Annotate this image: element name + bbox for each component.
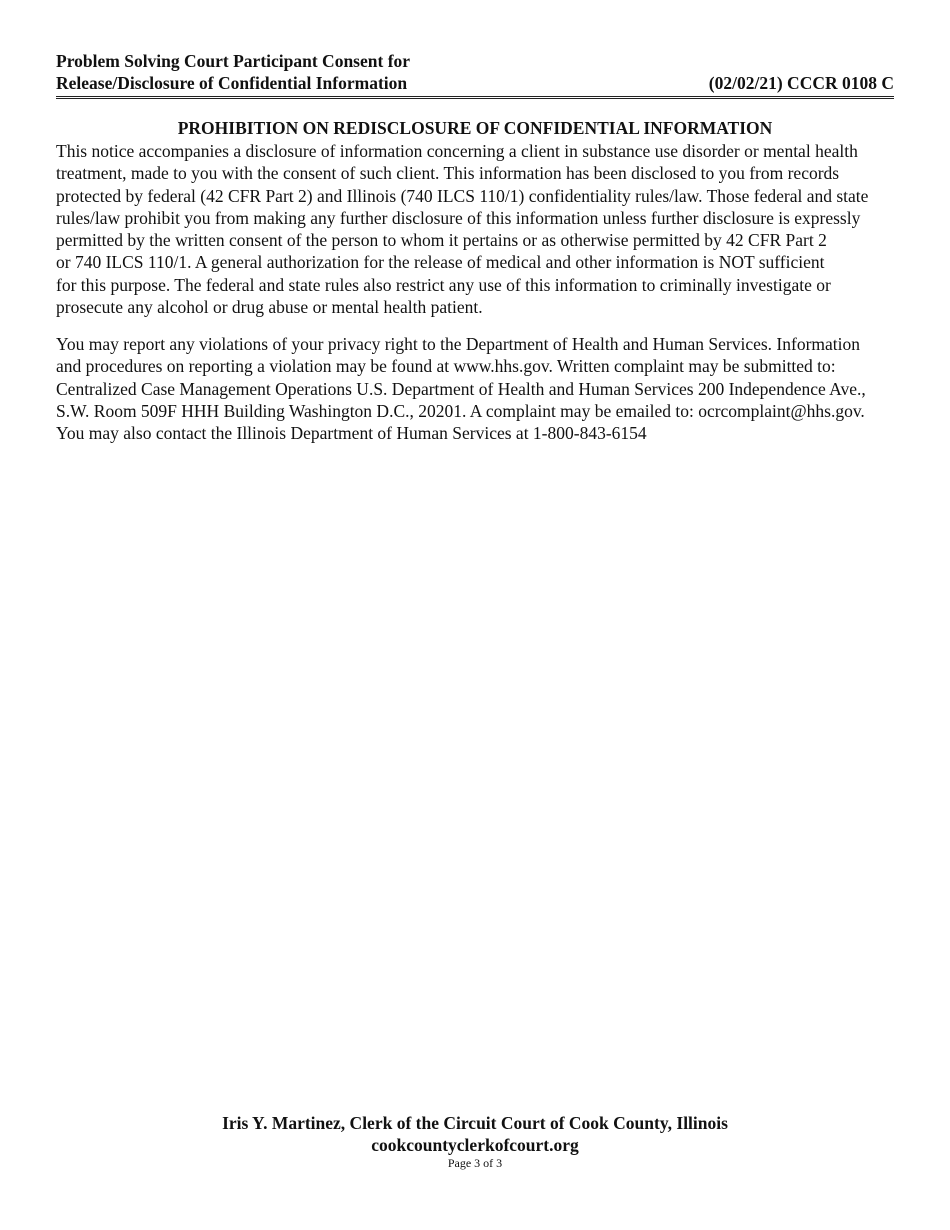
form-title-line-1: Problem Solving Court Participant Consent for [56,51,411,71]
clerk-website: cookcountyclerkofcourt.org [371,1135,579,1155]
paragraph-line: S.W. Room 509F HHH Building Washington D.C., 20201. A complaint may be emailed to: ocrcomplaint@hhs.gov. [56,400,865,421]
clerk-name: Iris Y. Martinez, Clerk of the Circuit Court of Cook County, Illinois [222,1113,728,1133]
document-page [56,0,894,1230]
paragraph-line: or 740 ILCS 110/1. A general authorization for the release of medical and other information is NOT sufficient [56,252,825,273]
notice-title: PROHIBITION ON REDISCLOSURE OF CONFIDENTIAL INFORMATION [177,118,773,138]
paragraph-line: protected by federal (42 CFR Part 2) and Illinois (740 ILCS 110/1) confidentiality rules/law. Those federal and state [56,185,869,206]
form-title-line-2: Release/Disclosure of Confidential Information [56,73,408,93]
form-code: (02/02/21) CCCR 0108 C [708,73,894,93]
paragraph-line: rules/law prohibit you from making any further disclosure of this information unless further disclosure is expressly [56,207,861,228]
paragraph-line: Centralized Case Management Operations U.S. Department of Health and Human Services 200 Independence Ave., [56,378,866,399]
paragraph-line: You may also contact the Illinois Department of Human Services at 1-800-843-6154 [56,423,647,444]
paragraph-line: prosecute any alcohol or drug abuse or mental health patient. [56,297,483,318]
paragraph-line: treatment, made to you with the consent of such client. This information has been disclosed to you from records [56,163,840,184]
document-header [56,50,894,99]
paragraph-line: and procedures on reporting a violation may be found at www.hhs.gov. Written complaint may be submitted to: [56,356,836,377]
notice-paragraph-1 [56,140,894,318]
paragraph-line: This notice accompanies a disclosure of information concerning a client in substance use disorder or mental health [56,141,858,161]
page-number: Page 3 of 3 [447,1156,503,1170]
paragraph-line: for this purpose. The federal and state rules also restrict any use of this information to criminally investigate or [56,274,831,295]
paragraph-line: You may report any violations of your privacy right to the Department of Health and Human Services. Information [56,334,861,354]
notice-paragraph-2 [56,333,894,444]
document-footer [56,1112,894,1170]
paragraph-line: permitted by the written consent of the person to whom it pertains or as otherwise permitted by 42 CFR Part 2 [56,230,827,251]
